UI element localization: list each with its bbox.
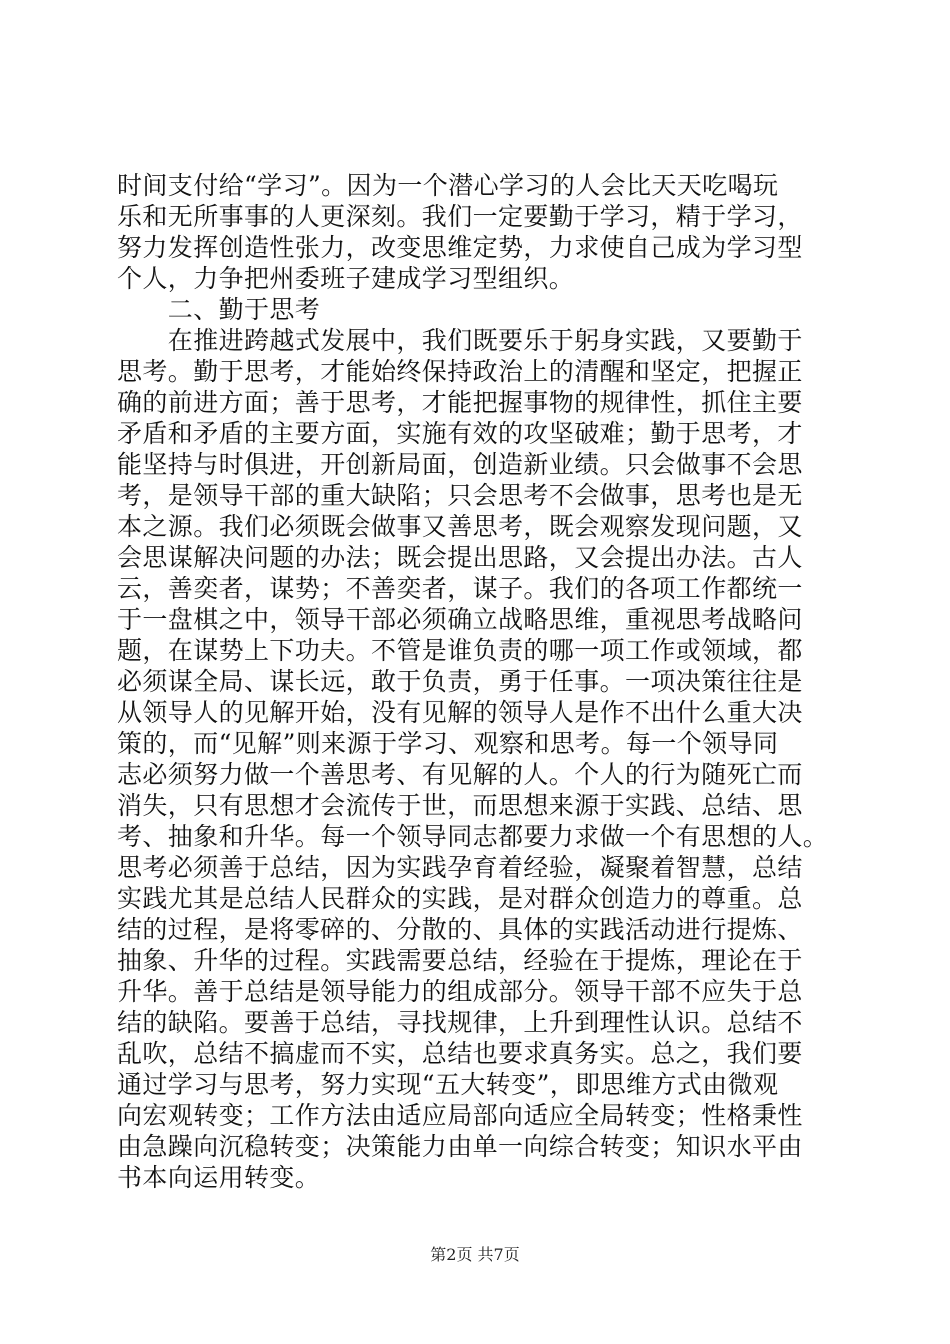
text-line: 在推进跨越式发展中，我们既要乐于躬身实践，又要勤于	[117, 326, 803, 355]
text-line: 志必须努力做一个善思考、有见解的人。个人的行为随死亡而	[117, 760, 803, 789]
text-line: 思考必须善于总结，因为实践孕育着经验，凝聚着智慧，总结	[117, 853, 803, 882]
text-line: 乱吹，总结不搞虚而不实，总结也要求真务实。总之，我们要	[117, 1039, 803, 1068]
text-line: 由急躁向沉稳转变；决策能力由单一向综合转变；知识水平由	[117, 1132, 803, 1161]
text-line: 从领导人的见解开始，没有见解的领导人是作不出什么重大决	[117, 698, 803, 727]
page-number-footer: 第2页 共7页	[430, 1245, 520, 1264]
text-line: 结的过程，是将零碎的、分散的、具体的实践活动进行提炼、	[117, 915, 803, 944]
text-line: 升华。善于总结是领导能力的组成部分。领导干部不应失于总	[117, 977, 803, 1006]
text-line: 云，善奕者，谋势；不善奕者，谋子。我们的各项工作都统一	[117, 574, 803, 603]
text-line: 抽象、升华的过程。实践需要总结，经验在于提炼，理论在于	[117, 946, 803, 975]
text-line: 努力发挥创造性张力，改变思维定势，力求使自己成为学习型	[117, 233, 803, 262]
text-line: 矛盾和矛盾的主要方面，实施有效的攻坚破难；勤于思考，才	[117, 419, 803, 448]
section-heading: 二、勤于思考	[117, 295, 321, 324]
text-line: 消失，只有思想才会流传于世，而思想来源于实践、总结、思	[117, 791, 803, 820]
text-line: 个人，力争把州委班子建成学习型组织。	[117, 264, 575, 293]
text-line: 本之源。我们必须既会做事又善思考，既会观察发现问题，又	[117, 512, 803, 541]
text-line: 题，在谋势上下功夫。不管是谁负责的哪一项工作或领域，都	[117, 636, 803, 665]
text-line: 实践尤其是总结人民群众的实践，是对群众创造力的尊重。总	[117, 884, 803, 913]
text-line: 策的，而“见解”则来源于学习、观察和思考。每一个领导同	[117, 729, 779, 758]
text-line: 会思谋解决问题的办法；既会提出思路，又会提出办法。古人	[117, 543, 803, 572]
text-line: 书本向运用转变。	[117, 1163, 321, 1192]
text-line: 能坚持与时俱进，开创新局面，创造新业绩。只会做事不会思	[117, 450, 803, 479]
text-line: 乐和无所事事的人更深刻。我们一定要勤于学习，精于学习，	[117, 202, 803, 231]
text-line: 考，是领导干部的重大缺陷；只会思考不会做事，思考也是无	[117, 481, 803, 510]
text-line: 确的前进方面；善于思考，才能把握事物的规律性，抓住主要	[117, 388, 803, 417]
text-line: 考、抽象和升华。每一个领导同志都要力求做一个有思想的人。	[117, 822, 829, 851]
text-line: 通过学习与思考，努力实现“五大转变”，即思维方式由微观	[117, 1070, 779, 1099]
text-line: 向宏观转变；工作方法由适应局部向适应全局转变；性格秉性	[117, 1101, 803, 1130]
text-line: 思考。勤于思考，才能始终保持政治上的清醒和坚定，把握正	[117, 357, 803, 386]
text-line: 必须谋全局、谋长远，敢于负责，勇于任事。一项决策往往是	[117, 667, 803, 696]
text-line: 于一盘棋之中，领导干部必须确立战略思维，重视思考战略问	[117, 605, 803, 634]
text-line: 结的缺陷。要善于总结，寻找规律，上升到理性认识。总结不	[117, 1008, 803, 1037]
text-line: 时间支付给“学习”。因为一个潜心学习的人会比天天吃喝玩	[117, 171, 779, 200]
document-body	[117, 170, 832, 1193]
